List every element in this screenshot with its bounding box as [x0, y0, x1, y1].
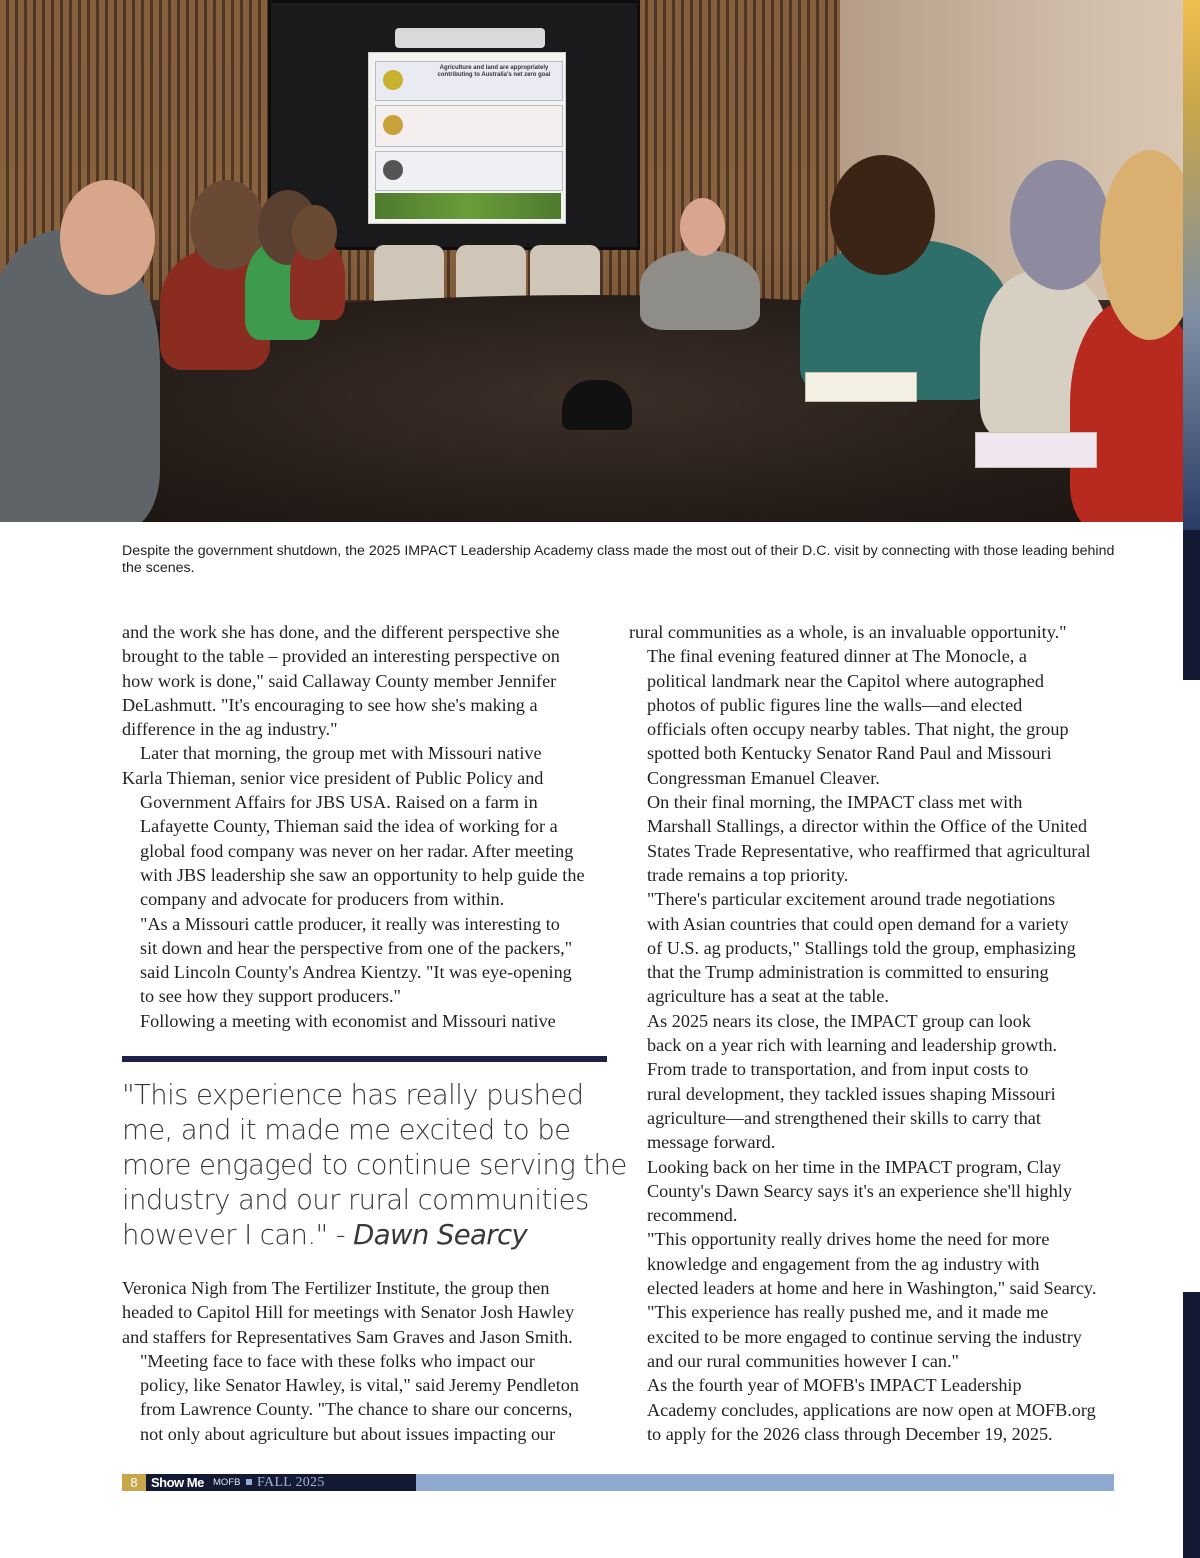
org-name: MOFB — [213, 1477, 241, 1488]
issue-label: FALL 2025 — [257, 1475, 325, 1490]
conference-camera — [395, 28, 545, 48]
article-column-right — [629, 620, 1119, 1446]
page-edge-tab — [1183, 1292, 1200, 1558]
photo-caption: Despite the government shutdown, the 2025 IMPACT Leadership Academy class made the most out of their D.C. visit by connecting with those leading behind the scenes. — [122, 543, 1115, 576]
page-edge-tab — [1183, 530, 1200, 680]
pull-quote: "This experience has really pushed me, and it made me excited to be more engaged to continue serving the industry and our rural communities however I can." - Dawn Searcy — [122, 1079, 627, 1251]
paragraph: On their final morning, the IMPACT class met with Marshall Stallings, a director within the Office of the United States Trade Representative, who reaffirmed that agricultural trade remains a top priority. — [647, 792, 1091, 885]
footer-separator-square — [246, 1479, 252, 1485]
paragraph: "This opportunity really drives home the need for more knowledge and engagement from the ag industry with elected leaders at home and here in Washington," said Searcy. "This experience has really pushed me, and it made me excited to be more engaged to continue serving the industry and our rural communities however I can." — [647, 1229, 1097, 1371]
pull-quote-rule — [122, 1056, 607, 1062]
presentation-slide — [368, 52, 566, 224]
paragraph: The final evening featured dinner at The Monocle, a political landmark near the Capitol where autographed photos of public figures line the walls—and elected officials often occupy nearby tables. That night, the group spotted both Kentucky Senator Rand Paul and Missouri Congressman Emanuel Cleaver. — [647, 646, 1069, 788]
notebook — [975, 432, 1097, 468]
paragraph: "As a Missouri cattle producer, it really was interesting to sit down and hear the perspective from one of the packers," said Lincoln County's Andrea Kientzy. "It was eye-opening to see how they support producers." — [140, 913, 573, 1007]
slide-green-banner — [375, 193, 561, 219]
paragraph: Later that morning, the group met with Missouri native Karla Thieman, senior vice president of Public Policy and Government Affairs for JBS USA. Raised on a farm in Lafayette County, Thieman said the idea of working for a global food company was never on her radar. After meeting with JBS leadership she saw an opportunity to help guide the company and advocate for producers from within. — [122, 743, 585, 910]
paragraph: "There's particular excitement around trade negotiations with Asian countries that could open demand for a variety of U.S. ag products," Stallings told the group, emphasizing that the Trump administration is committed to ensuring agriculture has a seat at the table. — [647, 889, 1076, 1007]
article-column-left-bottom — [122, 1276, 612, 1446]
meeting-photo — [0, 0, 1183, 522]
paragraph: Looking back on her time in the IMPACT program, Clay County's Dawn Searcy says it's an experience she'll highly recommend. — [647, 1156, 1073, 1226]
paragraph: As 2025 nears its close, the IMPACT group can look back on a year rich with learning and leadership growth. From trade to transportation, and from input costs to rural development, they tackled issues shaping Missouri agriculture—and strengthened their skills to carry that message forward. — [647, 1010, 1058, 1153]
paragraph: rural communities as a whole, is an invaluable opportunity." — [629, 622, 1067, 642]
paragraph: Following a meeting with economist and Missouri native — [140, 1010, 556, 1031]
paragraph: "Meeting face to face with these folks who impact our policy, like Senator Hawley, is vital," said Jeremy Pendleton from Lawrence County. "The chance to share our concerns, not only about agriculture but about issues impacting our — [140, 1350, 579, 1444]
page-edge-strip — [1183, 0, 1200, 530]
slide-outcome-icon — [383, 70, 403, 90]
paragraph: As the fourth year of MOFB's IMPACT Leadership Academy concludes, applications are now open at MOFB.org to apply for the 2026 class through December 19, 2025. — [647, 1375, 1096, 1444]
table-device — [562, 380, 632, 430]
person — [640, 250, 760, 330]
article-column-left-top — [122, 620, 612, 1033]
slide-title: Agriculture and land are appropriately contributing to Australia's net zero goal — [437, 65, 551, 78]
notebook — [805, 372, 917, 402]
paragraph: Veronica Nigh from The Fertilizer Institute, the group then headed to Capitol Hill for meetings with Senator Josh Hawley and staffers for Representatives Sam Graves and Jason Smith. — [122, 1278, 575, 1347]
page-number: 8 — [122, 1474, 146, 1491]
pull-quote-author: Dawn Searcy — [353, 1219, 528, 1251]
magazine-name: Show Me — [151, 1475, 204, 1490]
paragraph: and the work she has done, and the different perspective she brought to the table – provided an interesting perspective on how work is done," said Callaway County member Jennifer DeLashmutt. "It's encouraging to see how she's making a difference in the ag industry." — [122, 622, 560, 740]
